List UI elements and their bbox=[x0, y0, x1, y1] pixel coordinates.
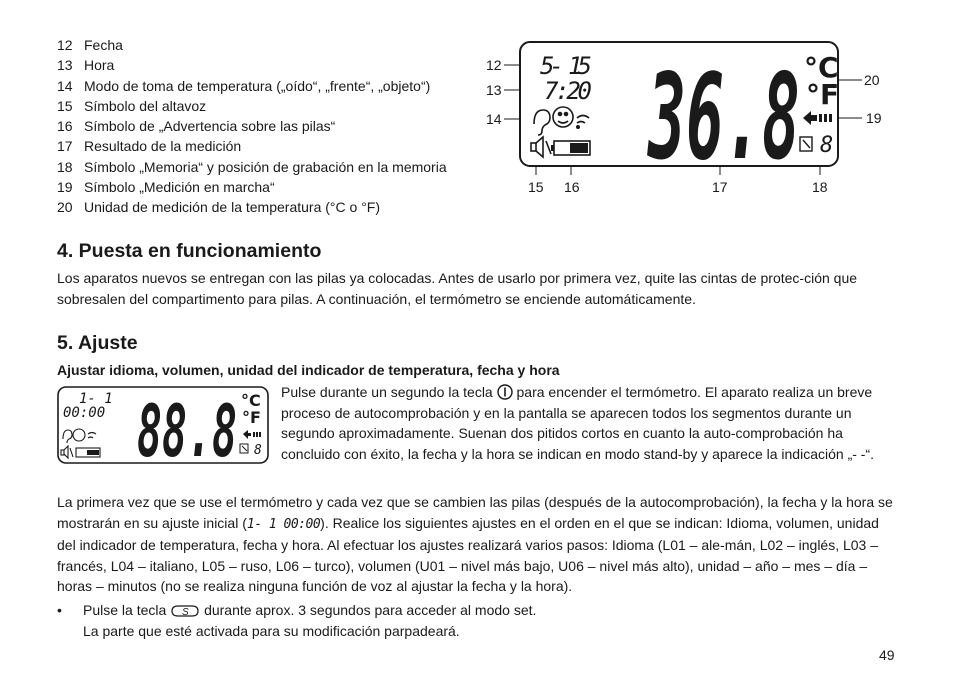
callout-14: 14 bbox=[486, 111, 502, 127]
body-text-a: La primera vez que se use el termómetro y cada vez que se cambien las pilas (después de la autocomprobación), la fecha y la hora se mostrarán en su ajuste inicial ( bbox=[57, 494, 893, 531]
lcd-reading: 36.8 bbox=[646, 48, 800, 186]
lcd-unit-c: °C bbox=[804, 51, 839, 84]
legend-item: 19 Símbolo „Medición en marcha“ bbox=[57, 179, 275, 196]
legend-item: 16 Símbolo de „Advertencia sobre las pilas“ bbox=[57, 118, 336, 135]
legend-item: 17 Resultado de la medición bbox=[57, 138, 242, 155]
lcd-date: 5- 15 bbox=[540, 52, 592, 80]
small-lcd-memory-digit: 8 bbox=[254, 443, 262, 458]
section-heading-5: 5. Ajuste bbox=[57, 332, 138, 354]
callout-12: 12 bbox=[486, 57, 502, 73]
legend-item: 14 Modo de toma de temperatura („oído“, „frente“, „objeto“) bbox=[57, 77, 431, 94]
lcd-unit-f: °F bbox=[806, 78, 840, 111]
callout-17: 17 bbox=[712, 179, 728, 195]
callout-18: 18 bbox=[812, 179, 828, 195]
callout-13: 13 bbox=[486, 82, 502, 98]
bullet-text-b: durante aprox. 3 segundos para acceder al modo set. bbox=[204, 602, 537, 618]
lcd-time: 7:20 bbox=[544, 77, 592, 105]
small-lcd-reading: 88.8 bbox=[137, 389, 237, 464]
set-mode-bullet bbox=[57, 600, 536, 641]
lcd-memory-digit: 8 bbox=[820, 133, 834, 158]
bullet-dot: • bbox=[57, 602, 62, 618]
small-lcd-unit-f: °F bbox=[242, 408, 261, 427]
section-5-subheading: Ajustar idioma, volumen, unidad del indicador de temperatura, fecha y hora bbox=[57, 362, 560, 378]
callout-19: 19 bbox=[866, 110, 882, 126]
small-lcd-date: 1- 1 bbox=[79, 391, 113, 407]
legend-item: 15 Símbolo del altavoz bbox=[57, 97, 207, 114]
section-heading-4: 4. Puesta en funcionamiento bbox=[57, 240, 322, 262]
set-button-icon bbox=[170, 604, 200, 618]
legend-item: 13 Hora bbox=[57, 57, 115, 74]
bullet-line-1 bbox=[57, 600, 536, 621]
small-lcd-time: 00:00 bbox=[63, 405, 106, 421]
page-number: 49 bbox=[879, 647, 895, 663]
body-text-b: ). Realice los siguientes ajustes en el orden en el que se indican: Idioma, volumen, unidad del indicador de temperatura, fecha y hora. Al efectuar los ajustes realizará varios pasos: Idioma (L01 – ale-mán, L02 – inglés, L03 – francés, L04 – italiano, L05 – ruso, L06 – turco), volumen (U01 – nivel más bajo, U06 – nivel más alto), unidad – año – mes – día – horas – minutos (no se realiza ninguna función de voz al ajustar la fecha y la hora). bbox=[57, 514, 879, 594]
legend-list bbox=[57, 35, 447, 218]
set-button-label: S bbox=[182, 607, 189, 618]
intro-text-b: para encender el termómetro. El aparato realiza un breve proceso de autocomprobación y en la pantalla se aparecen todos los segmentos durante un segundo aproximadamente. Suenan dos pitidos cortos en cuanto la auto-comprobación ha concluido con éxito, la fecha y la hora se indican en modo stand-by y aparece la indicación „- -“. bbox=[281, 384, 874, 462]
callout-16: 16 bbox=[564, 179, 580, 195]
thermometer-display-diagram bbox=[480, 38, 900, 198]
section-5-body bbox=[57, 492, 897, 597]
legend-item: 20 Unidad de medición de la temperatura (°C o °F) bbox=[57, 199, 381, 216]
small-lcd-unit-c: °C bbox=[241, 391, 261, 410]
initial-setting-display: 1- 1 00:00 bbox=[246, 516, 321, 532]
section-4-body: Los aparatos nuevos se entregan con las pilas ya colocadas. Antes de usarlo por primera vez, quite las cintas de protec-ción que sobresalen del compartimento para pilas. A continuación, el termómetro se enciende automáticamente. bbox=[57, 270, 858, 307]
power-button-icon bbox=[497, 384, 513, 400]
intro-text-a: Pulse durante un segundo la tecla bbox=[281, 384, 493, 400]
section-5-intro bbox=[281, 382, 881, 464]
bullet-text-a: Pulse la tecla bbox=[83, 602, 167, 618]
legend-item: 18 Símbolo „Memoria“ y posición de grabación en la memoria bbox=[57, 158, 447, 175]
callout-20: 20 bbox=[864, 72, 880, 88]
callout-15: 15 bbox=[528, 179, 544, 195]
bullet-line-2: La parte que esté activada para su modificación parpadeará. bbox=[83, 622, 460, 639]
small-display-diagram bbox=[57, 386, 269, 464]
legend-item: 12 Fecha bbox=[57, 37, 123, 53]
